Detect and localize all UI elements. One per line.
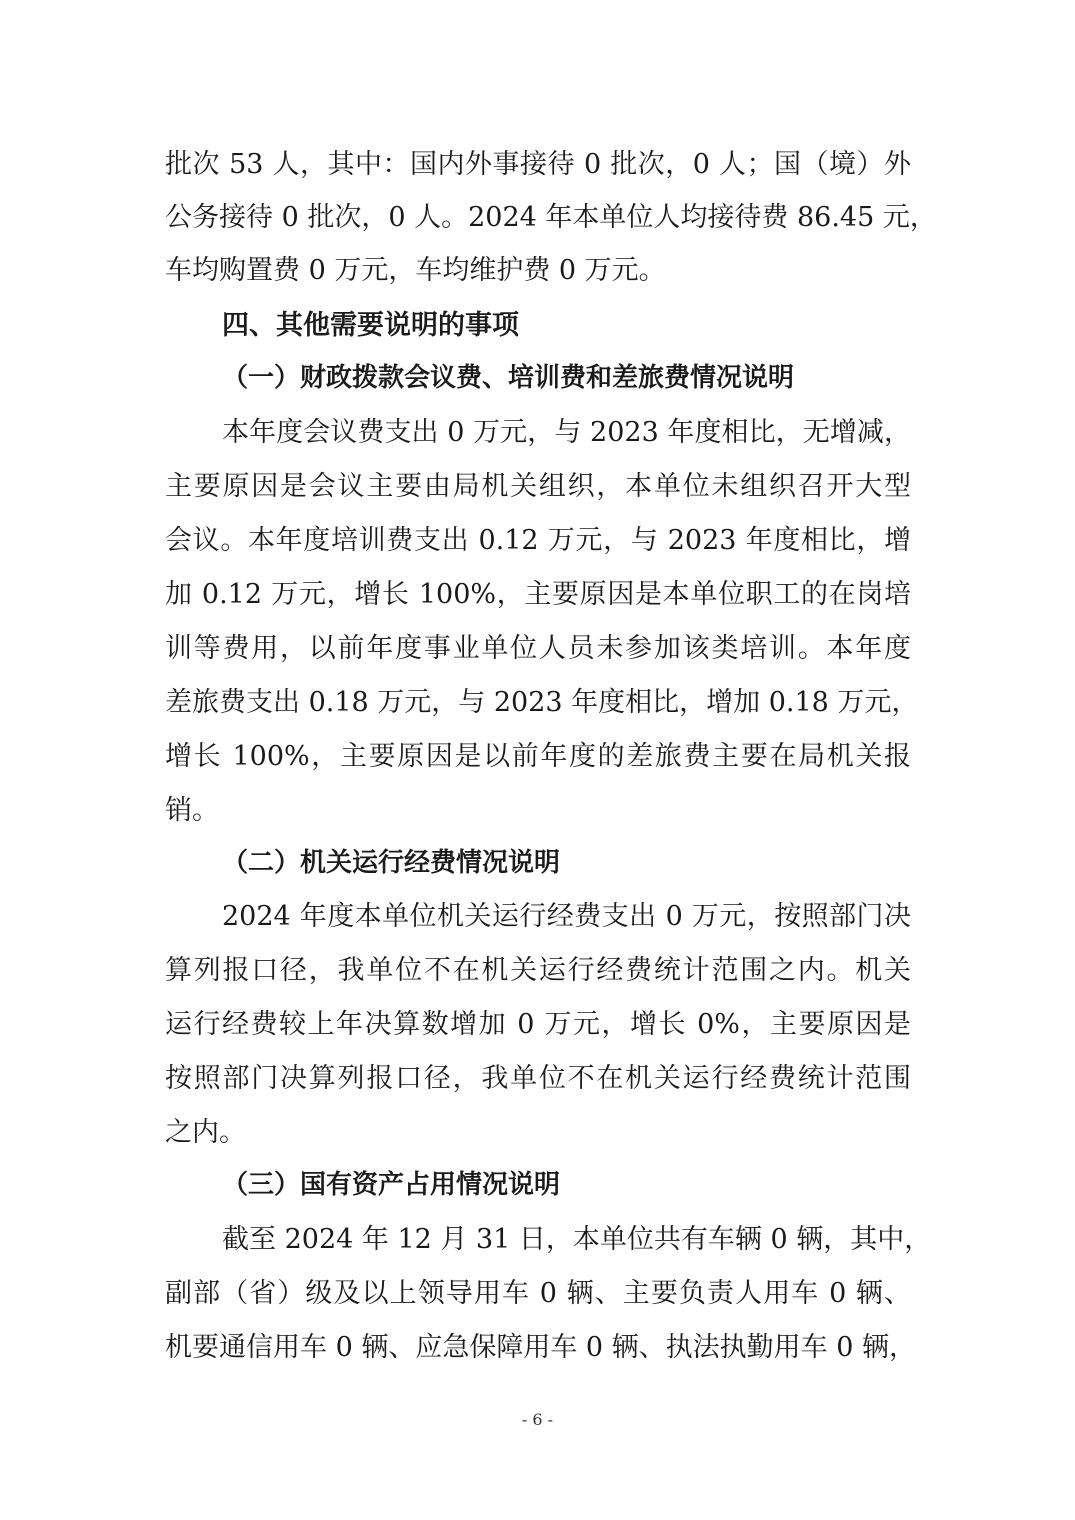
paragraph-line: 公务接待 0 批次，0 人。2024 年本单位人均接待费 86.45 元，: [165, 202, 937, 233]
paragraph-line: 副部（省）级及以上领导用车 0 辆、主要负责人用车 0 辆、: [165, 1278, 911, 1309]
paragraph-line: 运行经费较上年决算数增加 0 万元，增长 0%，主要原因是: [165, 1009, 911, 1040]
paragraph-line: 训等费用，以前年度事业单位人员未参加该类培训。本年度: [165, 633, 911, 664]
paragraph-line: 加 0.12 万元，增长 100%，主要原因是本单位职工的在岗培: [165, 579, 911, 610]
paragraph-line: 增长 100%，主要原因是以前年度的差旅费主要在局机关报: [165, 741, 911, 772]
paragraph-line: 2024 年度本单位机关运行经费支出 0 万元，按照部门决: [222, 901, 911, 932]
paragraph-line: 算列报口径，我单位不在机关运行经费统计范围之内。机关: [165, 955, 911, 986]
paragraph-line: 主要原因是会议主要由局机关组织，本单位未组织召开大型: [165, 471, 911, 502]
paragraph-line: 本年度会议费支出 0 万元，与 2023 年度相比，无增减，: [222, 417, 911, 448]
paragraph-line: 差旅费支出 0.18 万元，与 2023 年度相比，增加 0.18 万元，: [165, 687, 919, 718]
subsection-heading: （二）机关运行经费情况说明: [222, 848, 561, 878]
paragraph-line: 之内。: [165, 1117, 246, 1148]
paragraph-line: 按照部门决算列报口径，我单位不在机关运行经费统计范围: [165, 1063, 911, 1094]
paragraph-line: 车均购置费 0 万元，车均维护费 0 万元。: [165, 255, 666, 286]
paragraph-line: 批次 53 人，其中：国内外事接待 0 批次，0 人；国（境）外: [165, 149, 911, 180]
paragraph-line: 销。: [165, 795, 219, 826]
page-number: - 6 -: [521, 1410, 554, 1429]
subsection-heading: （一）财政拨款会议费、培训费和差旅费情况说明: [222, 363, 795, 393]
paragraph-line: 机要通信用车 0 辆、应急保障用车 0 辆、执法执勤用车 0 辆，: [165, 1332, 917, 1363]
subsection-heading: （三）国有资产占用情况说明: [222, 1170, 561, 1200]
section-heading: 四、其他需要说明的事项: [222, 310, 519, 341]
paragraph-line: 会议。本年度培训费支出 0.12 万元，与 2023 年度相比，增: [165, 525, 911, 556]
paragraph-line: 截至 2024 年 12 月 31 日，本单位共有车辆 0 辆，其中，: [222, 1224, 932, 1255]
